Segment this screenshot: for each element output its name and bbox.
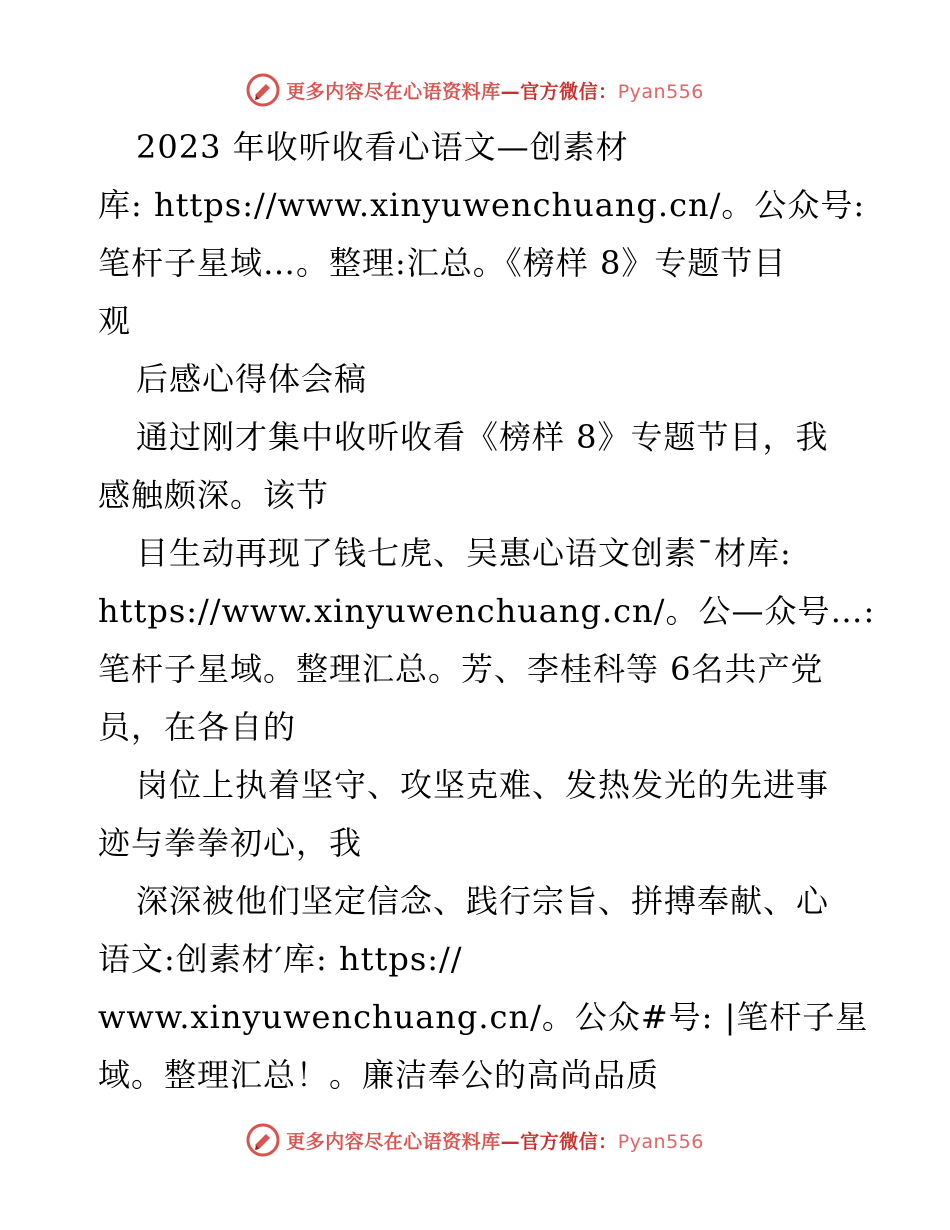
text-line: 观 <box>98 302 132 340</box>
text-line: www.xinyuwenchuang.cn/。公众#号: |笔杆子星 <box>98 998 869 1036</box>
text-line: 库: https://www.xinyuwenchuang.cn/。公众号: <box>98 186 866 224</box>
text-line: 岗位上执着坚守、攻坚克难、发热发光的先进事 <box>136 766 830 804</box>
logo-icon <box>246 73 280 107</box>
text-line: https://www.xinyuwenchuang.cn/。公—众号…: <box>98 592 876 630</box>
document-body <box>98 118 876 1104</box>
text-line: 笔杆子星域。整理汇总。芳、李桂科等 6名共产党 <box>98 650 824 688</box>
text-line: 员，在各自的 <box>98 708 297 746</box>
footer-banner <box>246 1123 704 1157</box>
banner-text: 更多内容尽在心语资料库—官方微信：Pyan556 <box>286 1130 704 1153</box>
text-line: 后感心得体会稿 <box>136 360 368 398</box>
page-footer <box>0 1120 950 1160</box>
text-line: 笔杆子星域…。整理:汇总。《榜样 8》专题节目 <box>98 244 787 282</box>
text-line: 深深被他们坚定信念、践行宗旨、拼搏奉献、心 <box>136 882 830 920</box>
text-line: 域。整理汇总！。廉洁奉公的高尚品质 <box>98 1056 660 1094</box>
text-line: 感触颇深。该节 <box>98 476 330 514</box>
header-banner <box>246 73 704 107</box>
text-line: 目生动再现了钱七虎、吴惠心语文创素¯材库: <box>136 534 792 572</box>
page-header <box>0 70 950 110</box>
text-line: 通过刚才集中收听收看《榜样 8》专题节目，我 <box>136 418 829 456</box>
text-line: 2023 年收听收看心语文—创素材 <box>136 128 629 166</box>
text-line: 语文:创素材′库: https:// <box>98 940 463 978</box>
logo-icon <box>246 1123 280 1157</box>
text-line: 迹与拳拳初心，我 <box>98 824 363 862</box>
banner-text: 更多内容尽在心语资料库—官方微信：Pyan556 <box>286 80 704 103</box>
